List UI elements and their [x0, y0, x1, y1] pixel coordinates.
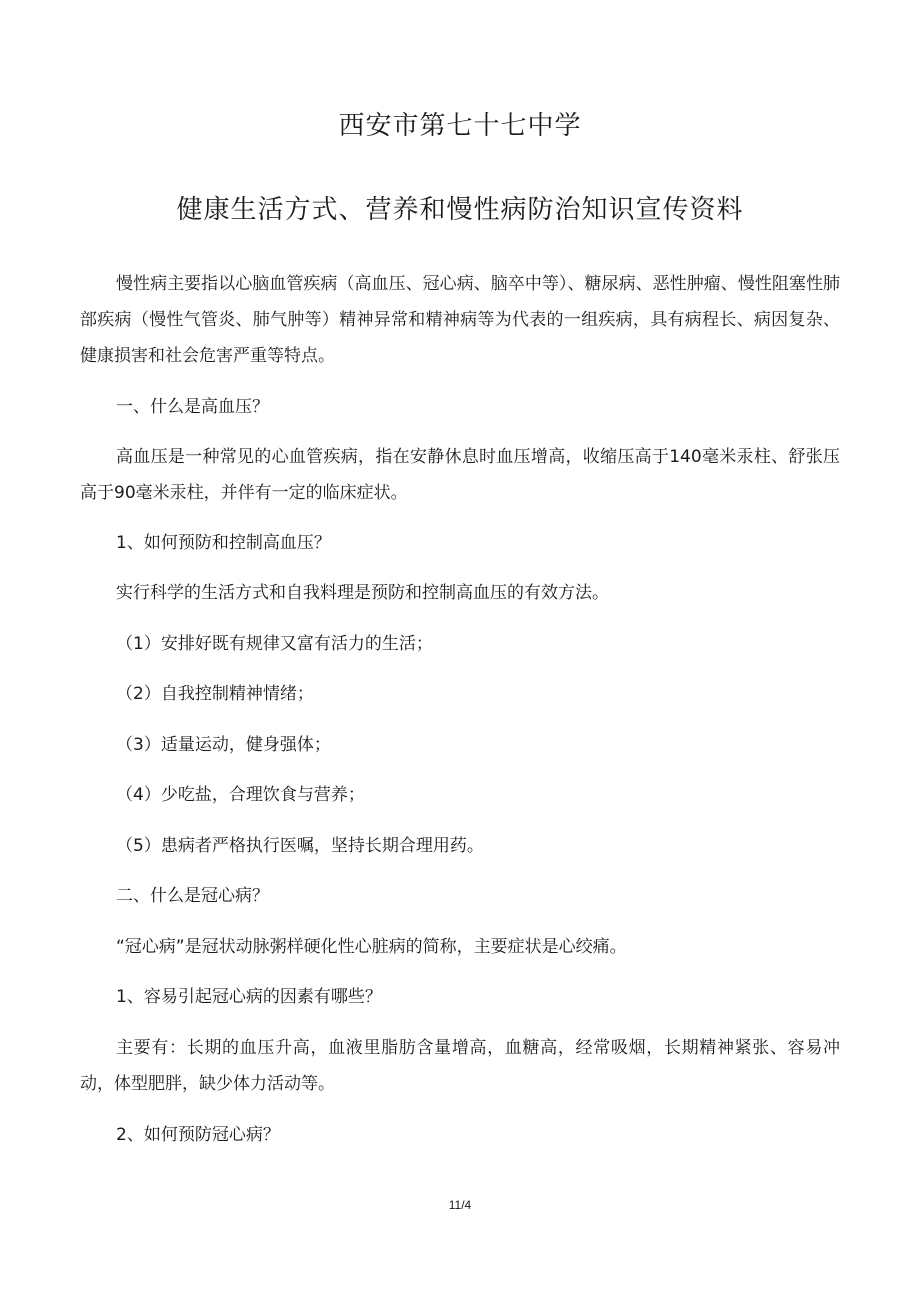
section2-heading: 二、什么是冠心病？ [116, 886, 269, 906]
list-item: （3）适量运动，健身强体； [116, 735, 331, 755]
list-item: （2）自我控制精神情绪； [116, 684, 314, 704]
intro-paragraph: 慢性病主要指以心脑血管疾病（高血压、冠心病、脑卒中等）、糖尿病、恶性肿瘤、慢性阻塞性肺部疾病（慢性气管炎、肺气肿等）精神异常和精神病等为代表的一组疾病，具有病程长、病因复杂、健康损害和社会危害严重等特点。 [80, 274, 840, 366]
school-title: 西安市第七十七中学 [338, 111, 582, 141]
question2-heading: 1、容易引起冠心病的因素有哪些？ [116, 987, 382, 1007]
section1-paragraph: 高血压是一种常见的心血管疾病，指在安静休息时血压增高，收缩压高于140毫米汞柱、舒张压高于90毫米汞柱，并伴有一定的临床症状。 [80, 447, 840, 503]
question1-paragraph: 实行科学的生活方式和自我料理是预防和控制高血压的有效方法。 [116, 583, 609, 603]
document-title: 健康生活方式、营养和慢性病防治知识宣传资料 [176, 195, 744, 225]
list-item: （5）患病者严格执行医嘱，坚持长期合理用药。 [116, 836, 484, 856]
list-item: （1）安排好既有规律又富有活力的生活； [116, 634, 433, 654]
page-number: 11/4 [448, 1198, 472, 1212]
question2-paragraph: 主要有：长期的血压升高，血液里脂肪含量增高，血糖高，经常吸烟，长期精神紧张、容易冲动，体型肥胖，缺少体力活动等。 [80, 1038, 840, 1094]
list-item: （4）少吃盐，合理饮食与营养； [116, 785, 365, 805]
question1-heading: 1、如何预防和控制高血压？ [116, 533, 331, 553]
question3-heading: 2、如何预防冠心病？ [116, 1125, 280, 1145]
section2-paragraph: “冠心病”是冠状动脉粥样硬化性心脏病的简称，主要症状是心绞痛。 [116, 937, 627, 957]
section1-heading: 一、什么是高血压？ [116, 397, 269, 417]
